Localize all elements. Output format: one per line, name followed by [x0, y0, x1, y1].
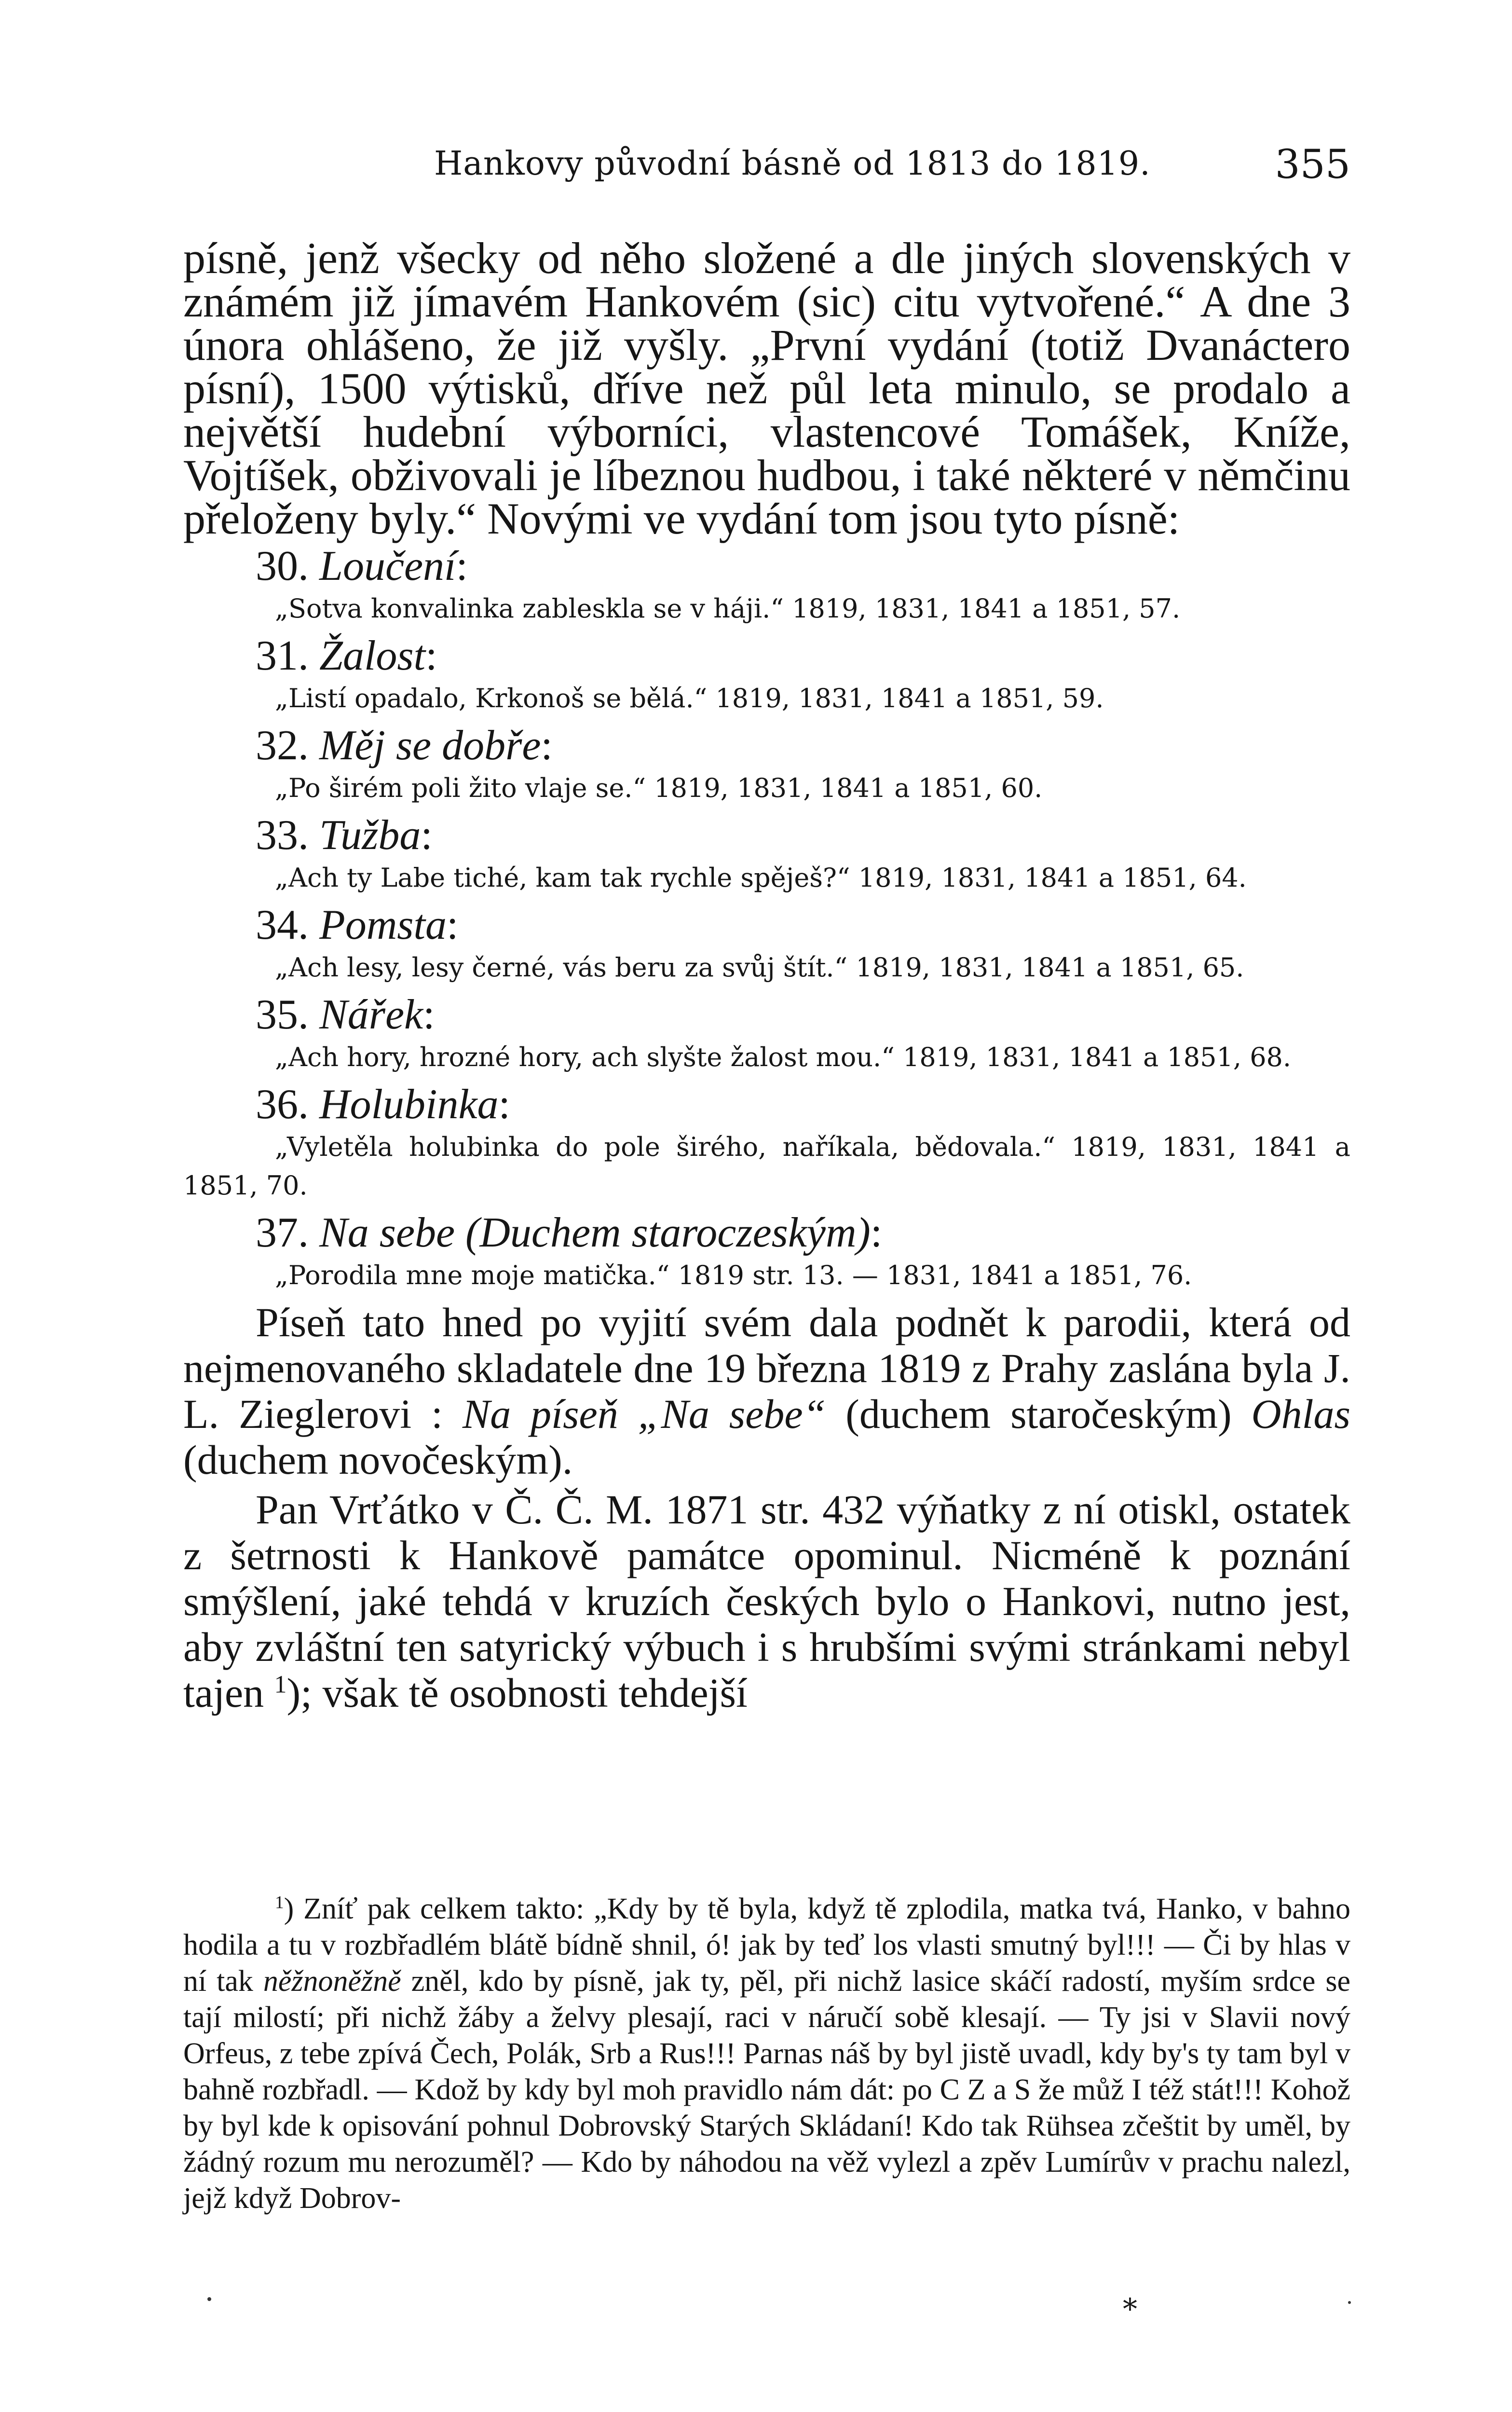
song-entry: [183, 902, 1350, 987]
song-incipit: „Ach lesy, lesy černé, vás beru za svůj štít.“ 1819, 1831, 1841 a 1851, 65.: [275, 952, 1244, 983]
header-title: Hankovy původní básně od 1813 do 1819.: [434, 145, 1151, 183]
song-number: 36.: [256, 1081, 309, 1128]
song-number: 30.: [256, 543, 309, 589]
song-title: Nářek: [319, 991, 423, 1038]
footnote-emphasis: něžnoněžně: [263, 1965, 401, 1998]
song-incipit: „Porodila mne moje matička.“ 1819 str. 13. — 1831, 1841 a 1851, 76.: [275, 1260, 1192, 1290]
running-header: [183, 142, 1350, 198]
footnote-ref: 1: [274, 1671, 287, 1699]
song-title-colon: :: [870, 1209, 883, 1256]
paragraph-vrtatko-text-a: Pan Vrťátko v Č. Č. M. 1871 str. 432 výňatky z ní otiskl, ostatek z šetrnosti k Hankově památce opominul. Nicméně k poznání smýšlení, jaké tehdá v kruzích českých bylo o Hankovi, nutno jest, aby zvláštní ten satyrický výbuch i s hrubšími svými stránkami nebyl tajen: [183, 1486, 1350, 1716]
song-title-colon: :: [456, 543, 468, 589]
song-number: 31.: [256, 632, 309, 679]
song-entry: [183, 633, 1350, 718]
paragraph-parody-title-a: Na píseň „Na sebe“: [462, 1391, 826, 1437]
song-title: Holubinka: [319, 1081, 499, 1128]
song-number: 34.: [256, 902, 309, 948]
paragraph-vrtatko-text-b: ); však tě osobnosti tehdejší: [286, 1670, 748, 1716]
song-number: 35.: [256, 991, 309, 1038]
song-title: Pomsta: [319, 902, 447, 948]
footnote: [183, 1891, 1350, 2217]
song-entry: [183, 543, 1350, 628]
song-entry-heading: [256, 902, 1350, 948]
print-speck: [1348, 2301, 1351, 2304]
footnote-text-b: zněl, kdo by písně, jak ty, pěl, při nichž lasice skáčí radostí, myším srdce se tají milostí; při nichž žáby a želvy plesají, raci v náručí sobě klesají. — Ty jsi v Slavii nový Orfeus, z tebe zpívá Čech, Polák, Srb a Rus!!! Parnas náš by byl jistě uvadl, kdy by's ty tam byl v bahně rozbřadl. — Kdož by kdy byl moh pravidlo nám dát: po C Z a S že můž I též stát!!! Kohož by byl kde k opisování pohnul Dobrovský Starých Skládaní! Kdo tak Rühsea zčeštit by uměl, by žádný rozum mu nerozuměl? — Kdo by náhodou na věž vylezl a zpěv Lumírův v prachu nalezl, jejž když Dobrov-: [183, 1965, 1350, 2215]
song-title-colon: :: [541, 722, 553, 769]
song-entry-heading: [256, 633, 1350, 679]
song-entry-heading: [256, 723, 1350, 769]
song-entry: [183, 723, 1350, 808]
song-number: 37.: [256, 1209, 309, 1256]
print-speck: [207, 2297, 211, 2301]
song-title: Tužba: [319, 812, 421, 859]
song-entry: [183, 1082, 1350, 1205]
paragraph-vrtatko: [183, 1487, 1350, 1716]
footnote-marker: 1: [275, 1892, 284, 1913]
song-number: 32.: [256, 722, 309, 769]
song-incipit: „Listí opadalo, Krkonoš se bělá.“ 1819, 1831, 1841 a 1851, 59.: [275, 683, 1104, 713]
song-entry-heading: [256, 543, 1350, 589]
song-title-colon: :: [447, 902, 459, 948]
song-entry: [183, 992, 1350, 1077]
song-list: [183, 543, 1350, 1295]
page-number: 355: [1275, 142, 1350, 188]
paragraph-parody-title-b: Ohlas: [1251, 1391, 1350, 1437]
song-number: 33.: [256, 812, 309, 859]
paragraph-parody-text-c: (duchem staročeským): [845, 1391, 1232, 1437]
paragraph-parody-text-e: (duchem novočeským).: [183, 1437, 573, 1483]
song-title-colon: :: [423, 991, 435, 1038]
signature-mark: *: [1123, 2292, 1137, 2326]
footnote-block: [183, 1891, 1350, 2217]
song-entry: [183, 1210, 1350, 1295]
song-title: Měj se dobře: [319, 722, 541, 769]
song-incipit: „Vyletěla holubinka do pole širého, naříkala, bědovala.“ 1819, 1831, 1841 a 1851, 70.: [183, 1132, 1350, 1201]
song-title: Loučení: [319, 543, 456, 589]
intro-paragraph: písně, jenž všecky od něho složené a dle jiných slovenských v známém již jímavém Hankovém (sic) citu vytvořené.“ A dne 3 února ohlášeno, že již vyšly. „První vydání (totiž Dvanáctero písní), 1500 výtisků, dříve než půl leta minulo, se prodalo a největší hudební výborníci, vlastencové Tomášek, Kníže, Vojtíšek, obživovali je líbeznou hudbou, i také některé v němčinu přeloženy byly.“ Novými ve vydání tom jsou tyto písně:: [183, 233, 1350, 543]
song-incipit: „Ach hory, hrozné hory, ach slyšte žalost mou.“ 1819, 1831, 1841 a 1851, 68.: [275, 1042, 1292, 1072]
footnote-text-a: ) Zníť pak celkem takto: „Kdy by tě byla, když tě zplodila, matka tvá, Hanko, v bahno hodila a tu v rozbřadlém blátě bídně shnil, ó! jak by teď los vlasti smutný byl!!! — Či by hlas v ní tak: [183, 1892, 1350, 1998]
song-title-colon: :: [421, 812, 433, 859]
paragraph-parody-text-a: Píseň tato hned po vyjití svém dala podnět k parodii, která od nejmenovaného skladatele dne 19 března 1819 z Prahy zaslána byla J. L. Zieglerovi :: [183, 1299, 1350, 1437]
song-entry-heading: [256, 1082, 1350, 1128]
song-incipit: „Po širém poli žito vlaje se.“ 1819, 1831, 1841 a 1851, 60.: [275, 773, 1043, 803]
song-title: Na sebe (Duchem staroczeským): [319, 1209, 871, 1256]
paragraph-parody: [183, 1300, 1350, 1483]
song-title-colon: :: [498, 1081, 510, 1128]
song-incipit: „Ach ty Labe tiché, kam tak rychle spěješ?“ 1819, 1831, 1841 a 1851, 64.: [275, 863, 1247, 893]
main-text: [183, 233, 1350, 1716]
song-entry: [183, 812, 1350, 897]
song-title-colon: :: [425, 632, 437, 679]
song-entry-heading: [256, 812, 1350, 859]
song-entry-heading: [256, 992, 1350, 1038]
song-incipit: „Sotva konvalinka zableskla se v háji.“ 1819, 1831, 1841 a 1851, 57.: [275, 593, 1181, 624]
song-entry-heading: [256, 1210, 1350, 1256]
song-title: Žalost: [319, 632, 426, 679]
